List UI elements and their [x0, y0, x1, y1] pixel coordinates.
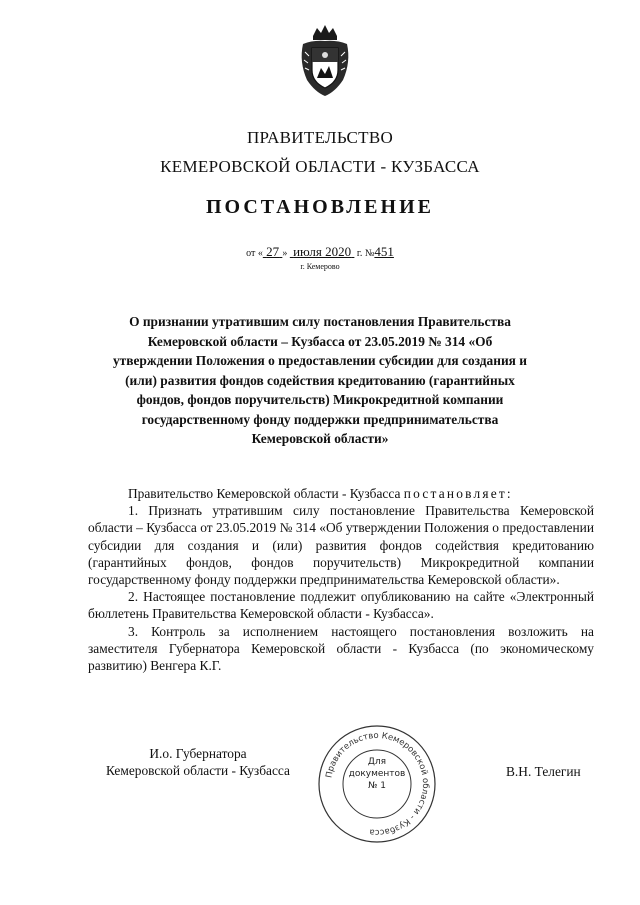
body-lead-spaced: постановляет:	[403, 486, 513, 501]
body-paragraph-3: 3. Контроль за исполнением настоящего постановления возложить на заместителя Губернатора Кемеровской области - Кузбасса (по экономическому развитию) Венгера К.Г.	[88, 623, 594, 674]
government-title-line2: КЕМЕРОВСКОЙ ОБЛАСТИ - КУЗБАССА	[160, 157, 480, 176]
date-month-year: июля 2020	[293, 244, 352, 259]
document-type-heading: ПОСТАНОВЛЕНИЕ	[206, 196, 434, 218]
date-day: 27	[266, 244, 280, 259]
number-prefix: г. №	[356, 248, 375, 259]
document-title: О признании утратившим силу постановления Правительства Кемеровской области – Кузбасса от 23.05.2019 № 314 «Об утверждении Положения о предоставлении субсидии для создания и (или) развития фондов содействия кредитованию (гарантийных фондов, фондов поручительств) Микрокредитной компании государственному фонду поддержки предпринимательства Кемеровской области»	[112, 314, 527, 446]
document-number: 451	[374, 244, 394, 259]
signatory-position-line2: Кемеровской области - Кузбасса	[106, 763, 290, 778]
official-stamp	[315, 722, 439, 846]
signatory-position	[88, 745, 308, 779]
stamp-center-text: Для документов № 1	[348, 757, 406, 791]
coat-of-arms-emblem	[295, 22, 355, 100]
city-label: г. Кемерово	[300, 262, 340, 271]
signatory-position-line1: И.о. Губернатора	[149, 746, 247, 761]
signatory-name: В.Н. Телегин	[506, 764, 581, 779]
document-body	[88, 485, 594, 674]
body-lead: Правительство Кемеровской области - Кузбасса постановляет:	[128, 486, 513, 501]
date-number-line	[0, 244, 640, 260]
government-title-line1: ПРАВИТЕЛЬСТВО	[246, 128, 394, 147]
body-paragraph-1: 1. Признать утратившим силу постановление Правительства Кемеровской области – Кузбасса от 23.05.2019 № 314 «Об утверждении Положения о предоставлении субсидии для создания и (или) развития фондов содействия кредитованию (гарантийных фондов, фондов поручительств) Микрокредитной компании государственному фонду поддержки предпринимательства Кемеровской области».	[88, 503, 594, 588]
date-prefix: от «	[246, 248, 263, 259]
stamp-ring-text: Правительство Кемеровской области - Кузбасса	[324, 730, 431, 838]
body-paragraph-2: 2. Настоящее постановление подлежит опубликованию на сайте «Электронный бюллетень Правительства Кемеровской области - Кузбасса».	[88, 589, 594, 622]
date-mid: »	[282, 248, 288, 259]
